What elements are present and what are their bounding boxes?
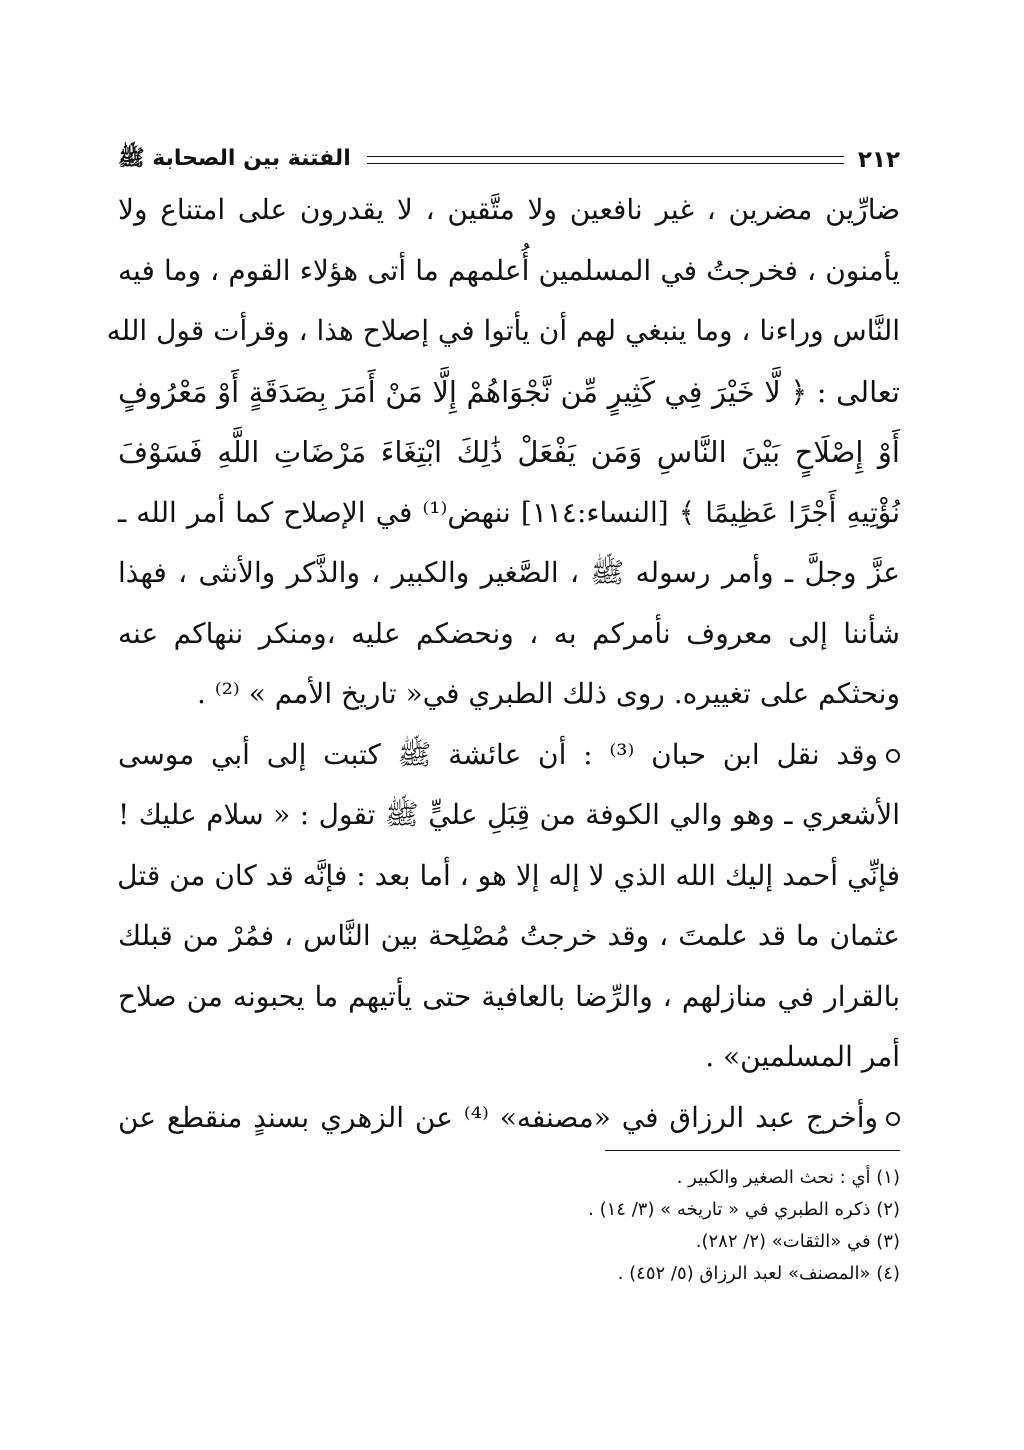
footnote: (٤) «المصنف» لعبد الرزاق (٥/ ٤٥٢) . bbox=[617, 1263, 900, 1284]
text-line: الأشعري ـ وهو والي الكوفة من قِبَلِ عليٍّ ﷺ تقول : « سلام عليك ! bbox=[118, 798, 900, 831]
text-line bbox=[118, 1088, 900, 1149]
quran-line: أَوْ إِصْلَاحٍ بَيْنَ النَّاسِ وَمَن يَفْعَلْ ذَٰلِكَ ابْتِغَاءَ مَرْضَاتِ اللَّهِ فَسَوْفَ bbox=[118, 435, 900, 469]
footnote: (٢) ذكره الطبري في « تاريخه » (٣/ ١٤) . bbox=[588, 1199, 900, 1220]
footnote: (٣) في «الثقات» (٢/ ٢٨٢). bbox=[695, 1231, 900, 1252]
footnote-separator bbox=[605, 1150, 900, 1151]
text-line: عزَّ وجلَّ ـ وأمر رسوله ﷺ ، الصَّغير والكبير ، والذَّكر والأنثى ، فهذا bbox=[118, 556, 900, 589]
circle-bullet-icon bbox=[886, 749, 900, 763]
header-rule bbox=[367, 156, 844, 164]
footnotes bbox=[118, 1162, 900, 1290]
page-number: ٢١٢ bbox=[857, 147, 900, 173]
text-line: يأمنون ، فخرجتُ في المسلمين أُعلمهم ما أتى هؤلاء القوم ، وما فيه bbox=[118, 253, 900, 287]
text-line: فإنِّي أحمد إليك الله الذي لا إله إلا هو ، أما بعد : فإنَّه قد كان من قتل bbox=[117, 858, 900, 892]
running-title: الفتنة بين الصحابة ﷺ bbox=[118, 146, 351, 171]
circle-bullet-icon bbox=[886, 1112, 900, 1126]
paragraph-1 bbox=[106, 180, 900, 725]
text-line: عثمان ما قد علمتَ ، وقد خرجتُ مُصْلِحة بين النَّاس ، فمُرْ من قبلك bbox=[118, 919, 900, 952]
quran-line: تعالى : ﴿ لَّا خَيْرَ فِي كَثِيرٍ مِّن نَّجْوَاهُمْ إِلَّا مَنْ أَمَرَ بِصَدَقَةٍ أَوْ مَعْرُوفٍ bbox=[118, 374, 900, 409]
book-page bbox=[106, 140, 900, 1284]
main-text bbox=[106, 180, 900, 1148]
text-line: النَّاس وراءنا ، وما ينبغي لهم أن يأتوا في إصلاح هذا ، وقرأت قول الله bbox=[106, 314, 900, 347]
text-line: ونحثكم على تغييره. روى ذلك الطبري في« تاريخ الأمم » ⁽²⁾ . bbox=[197, 677, 900, 710]
text-line: ضارِّين مضرين ، غير نافعين ولا متَّقين ، لا يقدرون على امتناع ولا bbox=[118, 193, 900, 226]
text-span: وقد نقل ابن حبان ⁽³⁾ : أن عائشة ﷺ كتبت إلى أبي موسى bbox=[118, 737, 878, 771]
running-header bbox=[118, 140, 900, 180]
paragraph-2 bbox=[118, 725, 900, 1088]
text-line bbox=[118, 725, 900, 786]
text-line: شأننا إلى معروف نأمركم به ، ونحضكم عليه ،ومنكر ننهاكم عنه bbox=[118, 616, 900, 650]
paragraph-3 bbox=[118, 1088, 900, 1149]
text-line: أمر المسلمين» . bbox=[705, 1040, 900, 1073]
text-span: وأخرج عبد الرزاق في «مصنفه» ⁽⁴⁾ عن الزهري بسندٍ منقطع عن bbox=[118, 1100, 878, 1134]
text-line: بالقرار في منازلهم ، والرِّضا بالعافية حتى يأتيهم ما يحبونه من صلاح bbox=[118, 979, 900, 1013]
footnote: (١) أي : نحث الصغير والكبير . bbox=[676, 1167, 900, 1188]
text-line: نُؤْتِيهِ أَجْرًا عَظِيمًا ﴾ [النساء:١١٤] ننهض⁽¹⁾ في الإصلاح كما أمر الله ـ bbox=[118, 495, 900, 529]
